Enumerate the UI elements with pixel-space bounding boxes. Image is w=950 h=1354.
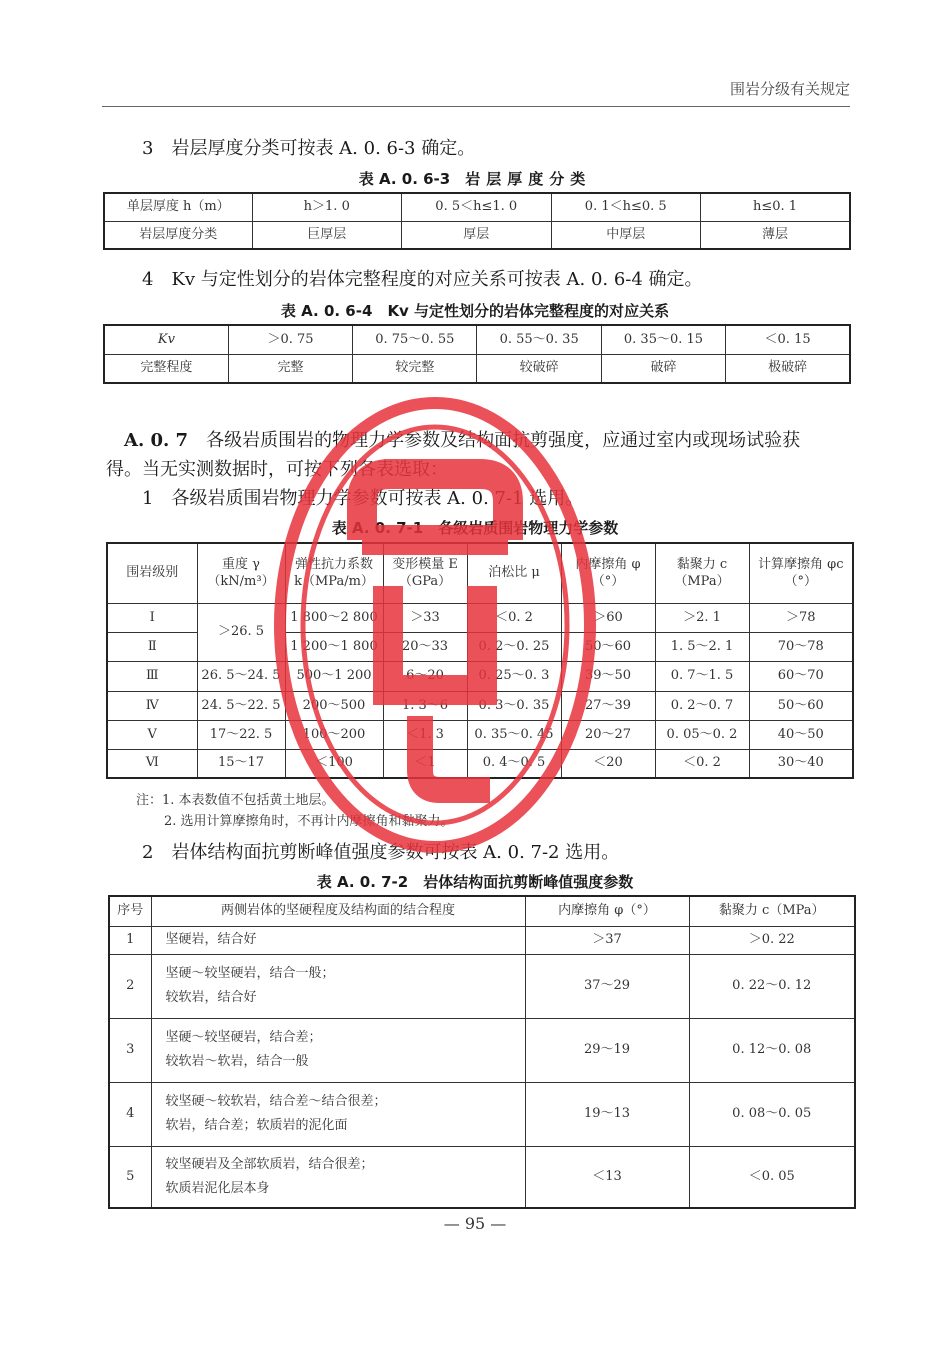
table-row	[104, 325, 850, 354]
table-cell: ＜20	[561, 749, 655, 778]
clause-a07-line1	[124, 426, 800, 452]
table-cell: 50～60	[749, 691, 853, 720]
table-cell: ＜0. 2	[467, 603, 561, 632]
table-cell: ＞26. 5	[197, 603, 285, 661]
table-cell: 60～70	[749, 661, 853, 691]
table-cell: 27～39	[561, 691, 655, 720]
table-cell: 39～50	[561, 661, 655, 691]
table-cell: ＞37	[525, 926, 689, 954]
header-cell	[285, 543, 383, 603]
table-row	[109, 954, 855, 1018]
clause-text: 各级岩质围岩的物理力学参数及结构面抗剪强度，应通过室内或现场试验获	[188, 430, 801, 451]
table-cell: 2	[109, 954, 151, 1018]
header-cell: 内摩擦角 φ（°）	[525, 896, 689, 926]
table-cell: ＞0. 75	[228, 325, 352, 354]
table-cell: 单层厚度 h（m）	[104, 193, 252, 221]
table-cell: Ⅳ	[107, 691, 197, 720]
table-a071	[106, 542, 854, 779]
table-cell: 1 200～1 800	[285, 632, 383, 661]
header-line: 泊松比 μ	[488, 565, 540, 581]
clause-a07-line2: 得。当无实测数据时，可按下列各表选取：	[106, 459, 448, 480]
table-cell: ＜1. 3	[383, 720, 467, 749]
table-cell: 500～1 200	[285, 661, 383, 691]
clause-number: A. 0. 7	[124, 430, 189, 451]
header-line: 内摩擦角 φ	[575, 556, 641, 572]
header-cell: 序号	[109, 896, 151, 926]
table-cell: Ⅴ	[107, 720, 197, 749]
table-cell: 5	[109, 1146, 151, 1208]
desc-line: 较软岩，结合好	[165, 990, 257, 1005]
table-cell: 岩层厚度分类	[104, 221, 252, 249]
header-cell	[467, 543, 561, 603]
caption-title: 岩层厚度分类	[465, 170, 592, 188]
table-note-2: 2. 选用计算摩擦角时，不再计内摩擦角和黏聚力。	[164, 814, 454, 829]
header-rule	[102, 106, 850, 107]
table-cell: ＞60	[561, 603, 655, 632]
table-cell: 24. 5～22. 5	[197, 691, 285, 720]
table-row	[104, 193, 850, 221]
table-header-row	[109, 896, 855, 926]
table-cell: 40～50	[749, 720, 853, 749]
table-row	[107, 661, 853, 691]
header-line: 黏聚力 c	[676, 556, 728, 572]
header-line: （kN/m³）	[207, 574, 275, 590]
table-cell: 37～29	[525, 954, 689, 1018]
table-cell	[151, 954, 525, 1018]
header-cell	[383, 543, 467, 603]
table-row	[109, 926, 855, 954]
table-cell	[151, 1018, 525, 1082]
table-cell: ＜1	[383, 749, 467, 778]
table-cell: Ⅵ	[107, 749, 197, 778]
item-1-text: 1 各级岩质围岩物理力学参数可按表 A. 0. 7-1 选用。	[142, 488, 584, 509]
table-cell: 29～19	[525, 1018, 689, 1082]
table-cell: Ⅰ	[107, 603, 197, 632]
table-cell: ＞0. 22	[689, 926, 855, 954]
table-cell: 0. 7～1. 5	[655, 661, 749, 691]
header-line: 围岩级别	[126, 565, 179, 581]
table-cell: ＞33	[383, 603, 467, 632]
header-cell: 两侧岩体的坚硬程度及结构面的结合程度	[151, 896, 525, 926]
table-cell: 破碎	[601, 354, 725, 383]
table-cell: ＜0. 2	[655, 749, 749, 778]
table-cell: 4	[109, 1082, 151, 1146]
caption-number: 表 A. 0. 6-3	[358, 170, 451, 188]
header-line: 计算摩擦角 φc	[757, 556, 844, 572]
item-4-text: 4 Kv 与定性划分的岩体完整程度的对应关系可按表 A. 0. 6-4 确定。	[142, 269, 703, 290]
table-cell: 0. 35～0. 45	[467, 720, 561, 749]
table-cell	[151, 1082, 525, 1146]
table-row	[104, 354, 850, 383]
desc-line: 坚硬～较坚硬岩，结合一般；	[165, 966, 335, 982]
table-cell: h＞1. 0	[252, 193, 402, 221]
desc-line: 坚硬岩，结合好	[165, 932, 257, 948]
table-cell: 3	[109, 1018, 151, 1082]
desc-line: 较软岩～软岩，结合一般	[165, 1054, 309, 1069]
table-cell: ＜100	[285, 749, 383, 778]
caption-number: 表 A. 0. 6-4	[280, 302, 373, 320]
table-a063-caption	[0, 168, 950, 189]
table-cell: 巨厚层	[252, 221, 402, 249]
page-number: — 95 —	[443, 1214, 507, 1233]
item-2-text: 2 岩体结构面抗剪断峰值强度参数可按表 A. 0. 7-2 选用。	[142, 842, 620, 863]
table-cell: 1. 5～2. 1	[655, 632, 749, 661]
table-cell: 0. 12～0. 08	[689, 1018, 855, 1082]
table-cell: 0. 4～0. 5	[467, 749, 561, 778]
table-cell: 0. 3～0. 35	[467, 691, 561, 720]
table-cell: 完整	[228, 354, 352, 383]
table-row	[109, 1082, 855, 1146]
table-row	[107, 603, 853, 632]
item-3-text: 3 岩层厚度分类可按表 A. 0. 6-3 确定。	[142, 138, 476, 159]
table-cell: 26. 5～24. 5	[197, 661, 285, 691]
caption-title: 岩体结构面抗剪断峰值强度参数	[423, 873, 634, 891]
table-cell: 19～13	[525, 1082, 689, 1146]
desc-line: 较坚硬岩及全部软质岩，结合很差；	[165, 1157, 374, 1173]
table-cell: 0. 25～0. 3	[467, 661, 561, 691]
table-cell: ＜0. 15	[726, 325, 850, 354]
table-cell: 200～500	[285, 691, 383, 720]
table-cell: 100～200	[285, 720, 383, 749]
header-cell	[561, 543, 655, 603]
header-cell	[749, 543, 853, 603]
table-a064	[103, 324, 851, 384]
table-row	[109, 1146, 855, 1208]
table-a072-caption	[0, 871, 950, 892]
table-cell: 50～60	[561, 632, 655, 661]
table-a071-caption	[0, 517, 950, 538]
table-cell: 较破碎	[477, 354, 601, 383]
table-row	[109, 1018, 855, 1082]
table-cell: ＞2. 1	[655, 603, 749, 632]
header-line: （°）	[784, 574, 817, 590]
table-cell: 30～40	[749, 749, 853, 778]
table-cell: 0. 05～0. 2	[655, 720, 749, 749]
table-cell: 厚层	[402, 221, 552, 249]
table-a072	[108, 895, 856, 1209]
table-cell: 中厚层	[551, 221, 701, 249]
header-cell	[197, 543, 285, 603]
table-cell: 完整程度	[104, 354, 228, 383]
table-cell: ＜13	[525, 1146, 689, 1208]
table-cell: 较完整	[353, 354, 477, 383]
table-cell: 20～33	[383, 632, 467, 661]
header-cell	[107, 543, 197, 603]
header-line: （MPa）	[674, 574, 730, 590]
table-cell: Kv	[104, 325, 228, 354]
header-cell: 黏聚力 c（MPa）	[689, 896, 855, 926]
table-cell	[151, 1146, 525, 1208]
header-line: 变形模量 E	[392, 556, 458, 572]
table-cell: 0. 1＜h≤0. 5	[551, 193, 701, 221]
table-cell	[151, 926, 525, 954]
table-cell: ＜0. 05	[689, 1146, 855, 1208]
table-cell: ＞78	[749, 603, 853, 632]
header-line: （GPa）	[398, 574, 452, 590]
table-cell: h≤0. 1	[701, 193, 851, 221]
caption-number: 表 A. 0. 7-2	[316, 873, 409, 891]
table-cell: 极破碎	[726, 354, 850, 383]
table-cell: Ⅲ	[107, 661, 197, 691]
header-line: 重度 γ	[222, 556, 260, 572]
table-cell: 0. 75～0. 55	[353, 325, 477, 354]
table-cell: 1	[109, 926, 151, 954]
desc-line: 坚硬～较坚硬岩，结合差；	[165, 1030, 322, 1046]
table-cell: 0. 08～0. 05	[689, 1082, 855, 1146]
table-cell: 70～78	[749, 632, 853, 661]
header-line: （°）	[591, 574, 625, 590]
table-row	[107, 691, 853, 720]
header-line: k（MPa/m）	[294, 574, 374, 590]
table-cell: 1 800～2 800	[285, 603, 383, 632]
table-cell: 6～20	[383, 661, 467, 691]
caption-title: 各级岩质围岩物理力学参数	[438, 519, 619, 537]
table-a063	[103, 192, 851, 250]
table-cell: 0. 35～0. 15	[601, 325, 725, 354]
header-line: 弹性抗力系数	[294, 556, 373, 572]
table-row	[104, 221, 850, 249]
table-cell: 0. 55～0. 35	[477, 325, 601, 354]
desc-line: 软岩，结合差；软质岩的泥化面	[165, 1118, 348, 1133]
table-cell: 15～17	[197, 749, 285, 778]
caption-title: Kv 与定性划分的岩体完整程度的对应关系	[387, 302, 670, 320]
desc-line: 较坚硬～较软岩，结合差～结合很差；	[165, 1094, 387, 1110]
caption-number: 表 A. 0. 7-1	[331, 519, 424, 537]
table-note-1: 注：1. 本表数值不包括黄土地层。	[136, 793, 335, 808]
table-cell: 0. 22～0. 12	[689, 954, 855, 1018]
table-row	[107, 720, 853, 749]
header-cell	[655, 543, 749, 603]
table-cell: 1. 3～6	[383, 691, 467, 720]
table-cell: 17～22. 5	[197, 720, 285, 749]
table-cell: 0. 2～0. 25	[467, 632, 561, 661]
table-header-row	[107, 543, 853, 603]
desc-line: 软质岩泥化层本身	[165, 1180, 270, 1196]
table-cell: 20～27	[561, 720, 655, 749]
running-head: 围岩分级有关规定	[729, 80, 850, 98]
table-cell: Ⅱ	[107, 632, 197, 661]
table-cell: 0. 5＜h≤1. 0	[402, 193, 552, 221]
table-a064-caption	[0, 300, 950, 321]
table-row	[107, 749, 853, 778]
table-cell: 薄层	[701, 221, 851, 249]
table-cell: 0. 2～0. 7	[655, 691, 749, 720]
